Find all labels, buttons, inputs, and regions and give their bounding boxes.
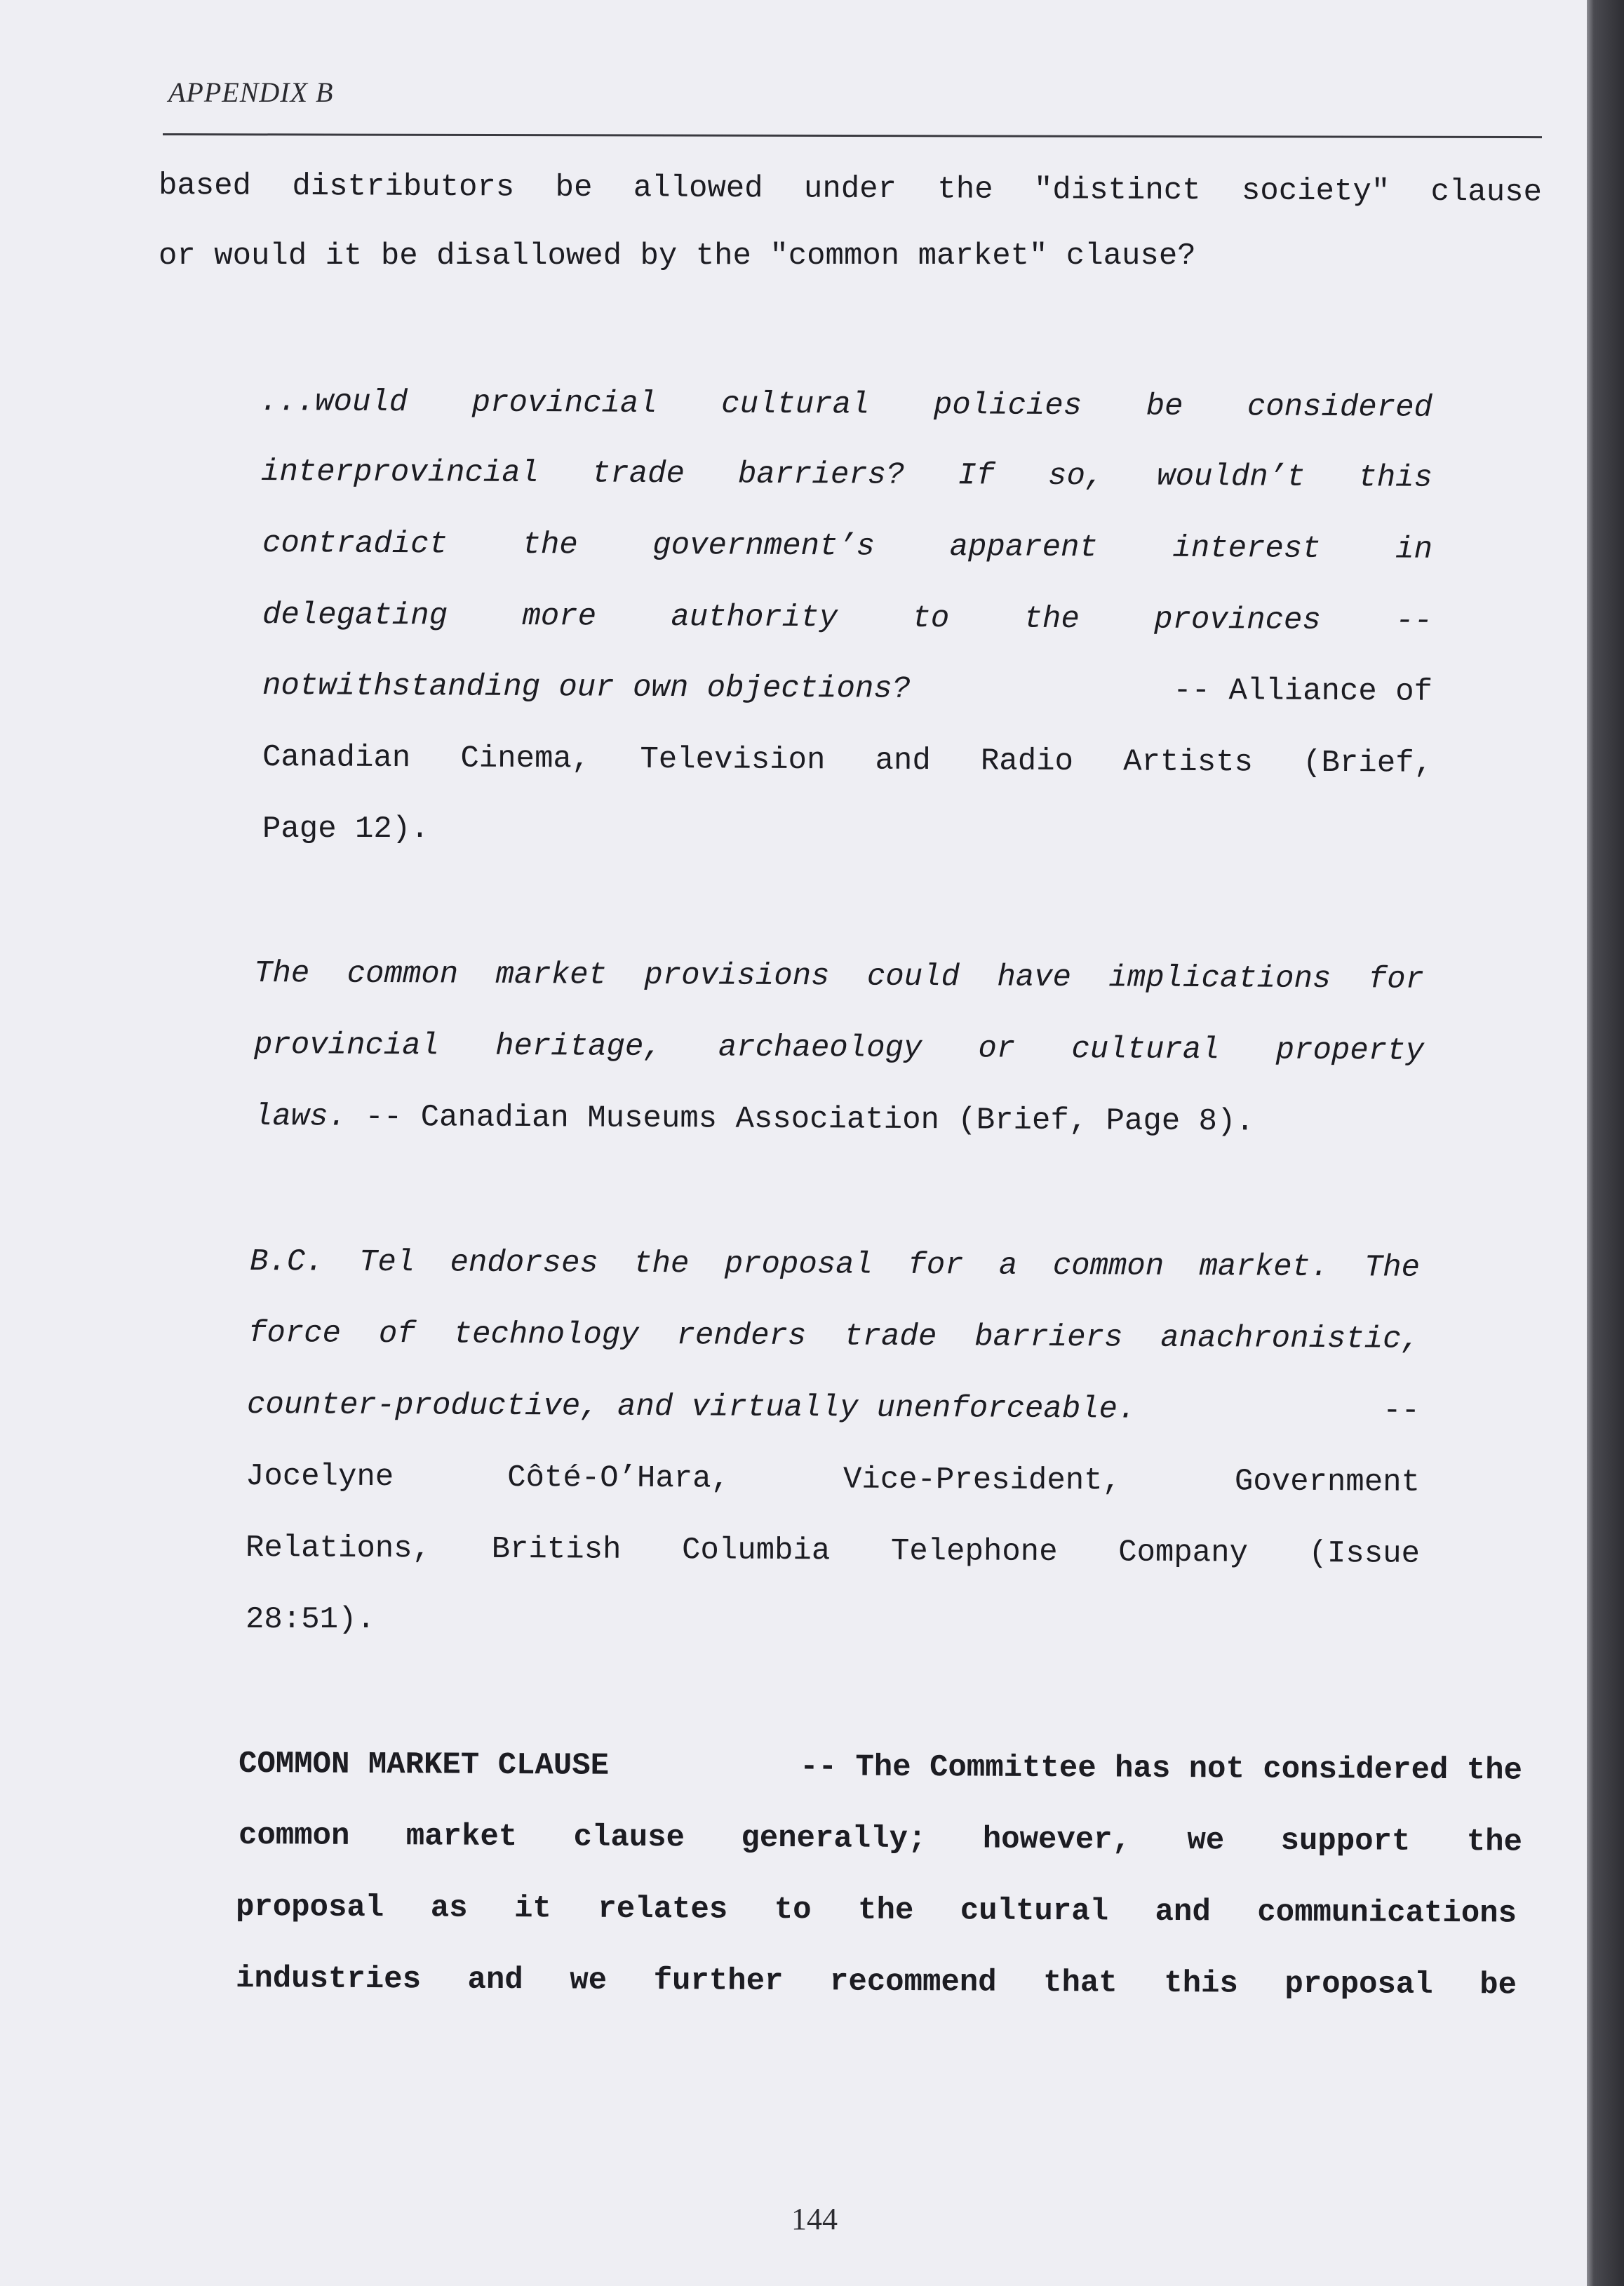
- quote1-line-6: [262, 740, 1432, 781]
- quote3-line-2: [248, 1316, 1420, 1357]
- text-span: -- The Committee has not considered the: [800, 1749, 1523, 1789]
- quote1-line-1: [260, 384, 1432, 426]
- text-span: force of technology renders trade barriers anachronistic,: [248, 1316, 1421, 1357]
- quote1-line-2: [261, 455, 1432, 496]
- text-span: notwithstanding our own objections?: [262, 668, 911, 707]
- quote1-line-5: [262, 668, 1432, 710]
- text-span: laws.: [253, 1099, 347, 1135]
- quote3-line-4: [246, 1459, 1420, 1500]
- recommendation-line-3: [236, 1890, 1517, 1932]
- header-rule: [163, 133, 1542, 138]
- text-span: Page 12).: [262, 812, 429, 847]
- quote3-line-5: [246, 1531, 1420, 1572]
- quote2-line-1: [254, 956, 1424, 997]
- text-span: Jocelyne Côté-O’Hara, Vice-President, Government: [245, 1459, 1421, 1500]
- intro-line-1: [159, 168, 1542, 210]
- quote1-line-3: [262, 526, 1432, 567]
- text-span: --: [1383, 1393, 1421, 1429]
- text-span: proposal as it relates to the cultural and communications: [235, 1890, 1517, 1932]
- recommendation-heading: COMMON MARKET CLAUSE: [238, 1747, 610, 1784]
- quote2-line-2: [254, 1028, 1424, 1069]
- recommendation-line-4: [236, 1961, 1517, 2003]
- quote1-line-4: [262, 598, 1432, 639]
- text-span: or would it be disallowed by the "common market" clause?: [159, 238, 1196, 274]
- quote3-line-6: [246, 1602, 375, 1637]
- text-span: B.C. Tel endorses the proposal for a common market. The: [249, 1244, 1421, 1286]
- text-span: common market clause generally; however, we support the: [238, 1818, 1523, 1860]
- text-span: counter-productive, and virtually unenforceable.: [246, 1387, 1136, 1427]
- text-span: Canadian Cinema, Television and Radio Artists (Brief,: [262, 740, 1433, 781]
- text-span: based distributors be allowed under the "distinct society" clause: [158, 168, 1543, 210]
- text-span: interprovincial trade barriers? If so, wouldn’t this: [260, 455, 1433, 496]
- quote1-line-7: [262, 812, 429, 847]
- text-span: -- Alliance of: [1173, 673, 1433, 710]
- text-span: The common market provisions could have implications for: [253, 956, 1425, 997]
- recommendation-line-1: [239, 1747, 1522, 1789]
- text-span: contradict the government’s apparent interest in: [262, 526, 1433, 567]
- running-head: APPENDIX B: [168, 76, 334, 108]
- text-span: ...would provincial cultural policies be considered: [259, 384, 1433, 426]
- page-number: 144: [791, 2202, 838, 2236]
- text-span: provincial heritage, archaeology or cultural property: [253, 1028, 1425, 1069]
- text-span: Relations, British Columbia Telephone Company (Issue: [245, 1531, 1421, 1572]
- recommendation-line-2: [239, 1818, 1522, 1860]
- text-span: delegating more authority to the provinces --: [262, 598, 1433, 639]
- quote2-line-3: [254, 1099, 1254, 1139]
- text-span: industries and we further recommend that this proposal be: [235, 1961, 1517, 2003]
- text-span: 28:51).: [246, 1602, 375, 1637]
- quote3-line-1: [250, 1244, 1420, 1286]
- page-edge-shadow: [1587, 0, 1624, 2286]
- intro-line-2: [159, 238, 1196, 274]
- quote3-line-3: [247, 1387, 1420, 1429]
- text-span: -- Canadian Museums Association (Brief, Page 8).: [346, 1099, 1254, 1140]
